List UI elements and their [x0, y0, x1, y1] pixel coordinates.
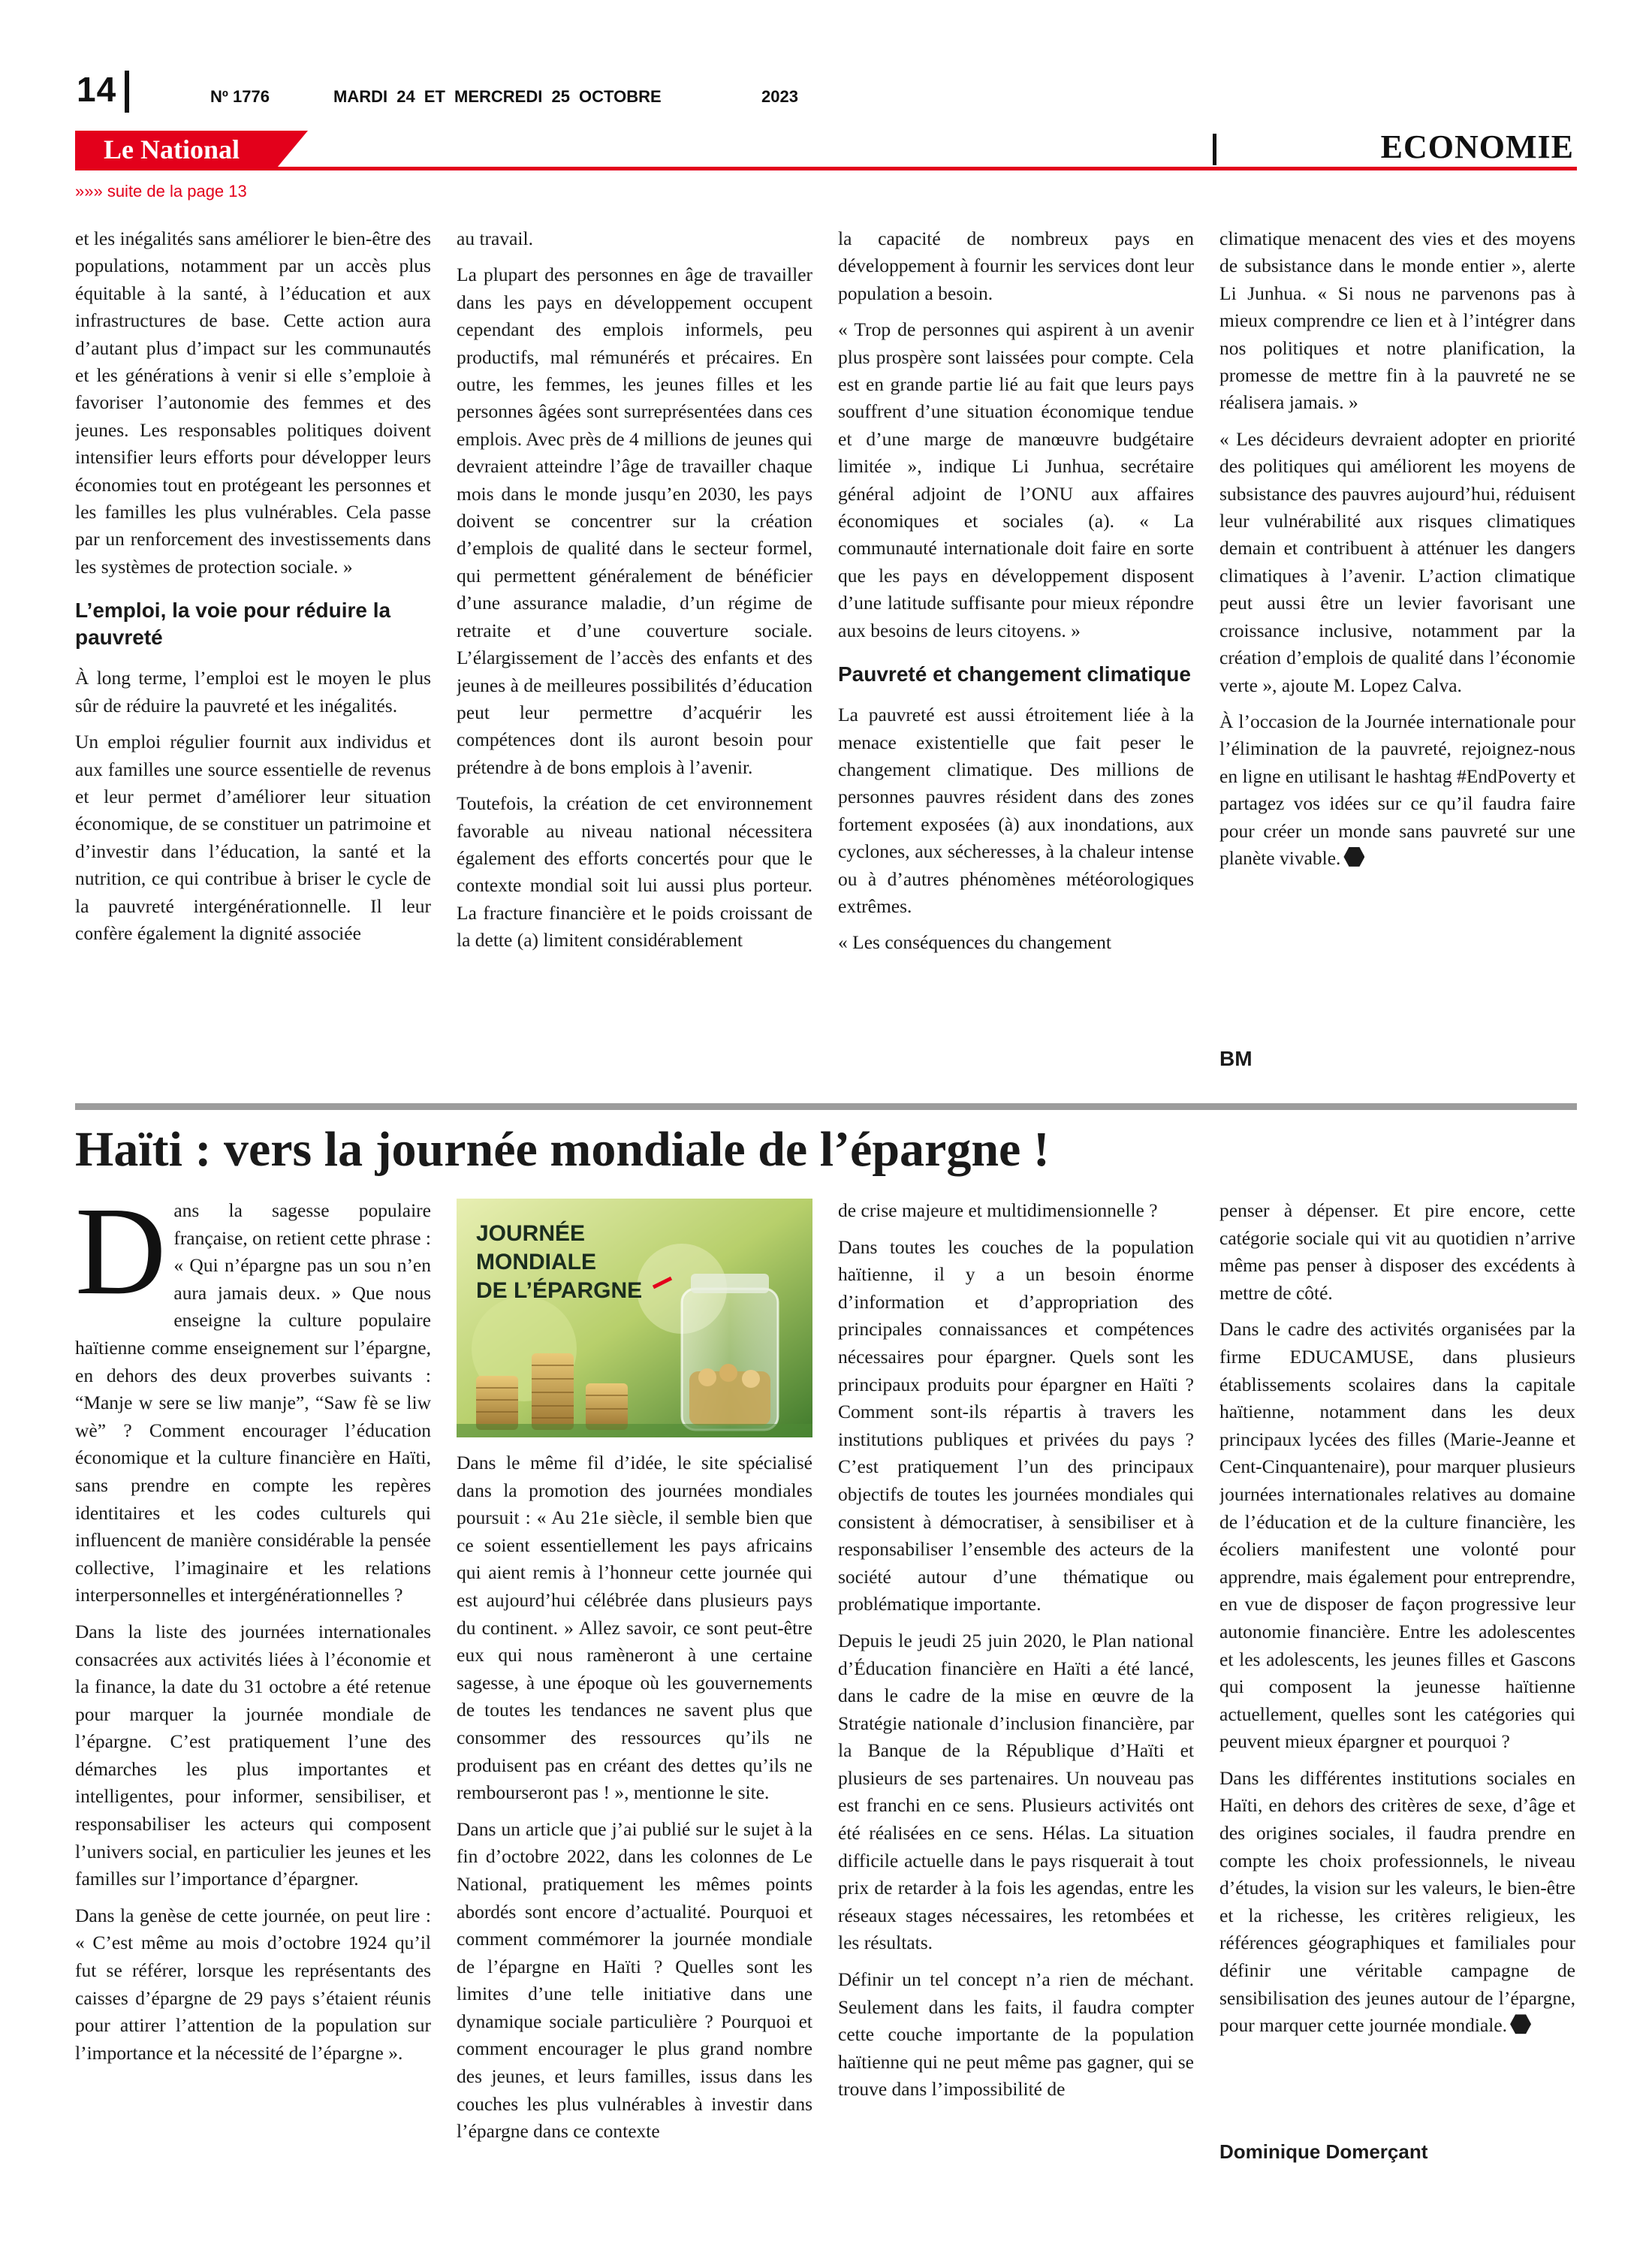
drop-cap: D: [75, 1197, 167, 1321]
paragraph: la capacité de nombreux pays en développement à fournir les services dont leur population a besoin.: [838, 228, 1194, 304]
paragraph: au travail.: [457, 228, 533, 249]
issue-date: MARDI 24 ET MERCREDI 25 OCTOBRE: [333, 87, 662, 106]
paragraph: « Les conséquences du changement: [838, 931, 1111, 954]
paragraph: À long terme, l’emploi est le moyen le plus sûr de réduire la pauvreté et les inégalités.: [75, 667, 431, 716]
article1-column-4: [1219, 225, 1575, 1081]
paragraph: [1219, 708, 1575, 872]
section-divider: [1213, 134, 1216, 165]
paragraph: Dans le même fil d’idée, le site spécialisé dans la promotion des journées mondiales poursuit : « Au 21e siècle, il semble bien que ce soient essentiellement les pays africains qui aient remis à l’honneur cette journée qui est aujourd’hui célébrée dans plusieurs pays du continent. » Allez savoir, ce sont peut-être eux qui nous ramèneront à une certaine sagesse, à une époque où les gouvernements de toutes les tendances ne savent plus que consommer des ressources qu’ils ne produisent pas en créant des dettes qu’ils ne rembourseront pas ! », mentionne le site.: [457, 1452, 812, 1804]
image-label-line-2: MONDIALE: [476, 1250, 596, 1274]
header-rule: [75, 167, 1577, 170]
continued-from: »»» suite de la page 13: [75, 182, 247, 201]
article2-signature: Dominique Domerçant: [1219, 2140, 1428, 2163]
subheading: Pauvreté et changement climatique: [838, 662, 1191, 686]
paragraph: [75, 1197, 431, 1609]
paragraph: Dans la genèse de cette journée, on peut lire : « C’est même au mois d’octobre 1924 qu’il fut se référer, lorsque les représentants des caisses d’épargne de 29 pays s’étaient réunis pour attirer l’attention de la population sur l’importance et la nécessité de l’épargne ».: [75, 1904, 431, 2064]
article2-column-2: [457, 1449, 812, 2223]
section-title: ECONOMIE: [1380, 128, 1574, 165]
article-divider: [75, 1103, 1577, 1110]
article2-column-1: [75, 1197, 431, 2218]
paragraph-text: Dans les différentes institutions sociales en Haïti, en dehors des critères de sexe, d’âge et des origines sociales, il faudra prendre en compte les choix professionnels, le niveau d’études, la vision sur les valeurs, le bien-être et la richesse, les critères religieux, les références géographiques et familiales pour définir une véritable campagne de sensibilisation des jeunes autour de l’épargne, pour marquer cette journée mondiale.: [1219, 1766, 1575, 2037]
paragraph: Un emploi régulier fournit aux individus et aux familles une source essentielle de revenus et leur permet d’améliorer leur situation économique, de se constituer un patrimoine et d’investir dans l’éducation, la santé et la nutrition, ce qui contribue à briser le cycle de la pauvreté intergénérationnelle. Il leur confère également la dignité associée: [75, 731, 431, 944]
end-mark-icon: [1343, 846, 1364, 867]
paragraph-text: À l’occasion de la Journée internationale pour l’élimination de la pauvreté, rejoignez-nous en ligne en utilisant le hashtag #EndPoverty et partagez vos idées sur ce qu’il faudra faire pour créer un monde sans pauvreté sur une planète vivable.: [1219, 710, 1575, 869]
savings-day-illustration: [457, 1199, 812, 1437]
issue-number: Nº 1776: [210, 87, 270, 106]
paragraph-text: ans la sagesse populaire française, on retient cette phrase : « Qui n’épargne pas un sou n’en aura jamais deux. » Que nous enseigne la culture populaire haïtienne comme enseignement sur l’épargne, en dehors des deux proverbes suivants : “Manje w sere se liw manje”, “Saw fè se liw wè” ? Comment encourager l’éducation économique et la culture financière en Haïti, sans prendre en compte les repères identitaires et les codes culturels qui influencent de manière considérable la pensée collective, l’imaginaire et les relations interpersonnelles et intergénérationnelles ?: [75, 1199, 431, 1606]
paragraph: climatique menacent des vies et des moyens de subsistance dans le monde entier », alerte Li Junhua. « Si nous ne parvenons pas à mieux comprendre ce lien et à l’intégrer dans nos politiques et notre planification, la promesse de mettre fin à la pauvreté ne se réalisera jamais. »: [1219, 228, 1575, 414]
subheading: L’emploi, la voie pour réduire la pauvreté: [75, 599, 391, 650]
paragraph: Dans un article que j’ai publié sur le sujet à la fin d’octobre 2022, dans les colonnes de Le National, pratiquement les mêmes points abordés sont encore d’actualité. Pourquoi et comment commémorer la journée mondiale de l’épargne en Haïti ? Quelles sont les limites d’une telle initiative dans une dynamique sociale particulière ? Pourquoi et comment encourager le plus grand nombre des jeunes, et leurs familles, issus dans les couches les plus vulnérables à investir dans l’épargne dans ce contexte: [457, 1817, 812, 2143]
paragraph: « Les décideurs devraient adopter en priorité des politiques qui améliorent les moyens de subsistance des pauvres aujourd’hui, réduisent leur vulnérabilité aux risques climatiques demain et contribuent à atténuer les dangers climatiques à l’avenir. L’action climatique peut aussi être un levier favorisant une croissance inclusive, notamment par la création d’emplois de qualité dans l’économie verte », ajoute M. Lopez Calva.: [1219, 427, 1575, 696]
article1-column-2: [457, 225, 812, 1081]
article2-column-4: [1219, 1197, 1575, 2218]
article2-headline: Haïti : vers la journée mondiale de l’épargne !: [75, 1122, 1050, 1177]
image-label-line-3: DE L’ÉPARGNE: [476, 1278, 643, 1303]
paragraph: « Trop de personnes qui aspirent à un avenir plus prospère sont laissées pour compte. Cela est en grande partie lié au fait que leurs pays souffrent d’une situation économique tendue et d’une marge de manœuvre budgétaire limitée », indique Li Junhua, secrétaire général adjoint de l’ONU aux affaires économiques et sociales (a). « La communauté internationale doit faire en sorte que les pays en développement disposent d’une latitude suffisante pour mieux répondre aux besoins de leurs citoyens. »: [838, 318, 1194, 641]
paragraph: La pauvreté est aussi étroitement liée à la menace existentielle que fait peser le changement climatique. Des millions de personnes pauvres résident dans des zones fortement exposées (à) aux inondations, aux cyclones, aux sécheresses, à la chaleur intense ou à d’autres phénomènes météorologiques extrêmes.: [838, 704, 1194, 917]
paragraph: et les inégalités sans améliorer le bien-être des populations, notamment par un accès plus équitable à la santé, à l’éducation et aux infrastructures de base. Cette action aura d’autant plus d’impact sur les communautés et les générations à venir si elle s’emploie à favoriser l’autonomie des femmes et des jeunes. Les responsables politiques doivent intensifier leurs efforts pour développer leurs économies tout en protégeant les personnes et les familles les plus vulnérables. Cela passe par un renforcement des investissements dans les systèmes de protection sociale. »: [75, 228, 431, 578]
brand-logo: Le National: [104, 134, 240, 164]
paragraph: La plupart des personnes en âge de travailler dans les pays en développement occupent cependant des emplois informels, peu productifs, mal rémunérés et précaires. En outre, les femmes, les jeunes filles et les personnes âgées sont surreprésentées dans ces emplois. Avec près de 4 millions de jeunes qui devraient atteindre l’âge de travailler chaque mois dans le monde jusqu’en 2030, les pays doivent se concentrer sur la création d’emplois de qualité dans le secteur formel, qui permettent généralement de bénéficier d’une assurance maladie, d’un régime de retraite et d’une couverture sociale. L’élargissement de l’accès des enfants et des jeunes à de meilleures possibilités d’éducation peut leur permettre d’acquérir les compétences dont ils auront besoin pour prétendre à de bons emplois à l’avenir.: [457, 264, 812, 778]
paragraph: Dans le cadre des activités organisées par la firme EDUCAMUSE, dans plusieurs établissements scolaires dans la capitale haïtienne, notamment dans les deux principaux lycées des filles (Marie-Jeanne et Cent-Cinquantenaire), pour marquer plusieurs journées internationales relatives au domaine de l’éducation et de la culture financière, les écoliers manifestent une volonté pour apprendre, mais également pour entreprendre, en vue de disposer de façon progressive leur autonomie financière. Entre les adolescentes et les adolescents, les jeunes filles et Gascons qui composent la jeunesse haïtienne actuellement, quelles sont les catégories qui peuvent mieux épargner et pourquoi ?: [1219, 1318, 1575, 1753]
article1-column-1: [75, 225, 431, 1081]
paragraph: Depuis le jeudi 25 juin 2020, le Plan national d’Éducation financière en Haïti a été lancé, dans le cadre de la mise en œuvre de la Stratégie nationale d’inclusion financière, par la Banque de la République d’Haïti et plusieurs de ses partenaires. Un nouveau pas est franchi en ce sens. Plusieurs activités ont été réalisées en ce sens. Hélas. La situation difficile actuelle dans le pays risquerait à tout prix de retarder à la fois les agendas, entre les réseaux stages nécessaires, les retombées et les résultats.: [838, 1629, 1194, 1954]
paragraph: [1219, 1765, 1575, 2040]
image-label-line-1: JOURNÉE: [476, 1221, 586, 1246]
issue-year: 2023: [761, 87, 798, 106]
paragraph: penser à dépenser. Et pire encore, cette catégorie sociale qui vit au quotidien n’arrive même pas penser à disposer des excédents à mettre de côté.: [1219, 1199, 1575, 1304]
paragraph: Définir un tel concept n’a rien de méchant. Seulement dans les faits, il faudra compter cette couche importante de la population haïtienne qui ne peut même pas gagner, qui se trouve dans l’impossibilité de: [838, 1968, 1194, 2101]
end-mark-icon: [1510, 2013, 1531, 2034]
article1-signature: BM: [1219, 1047, 1253, 1070]
page-number: 14: [77, 70, 117, 109]
article2-column-3: [838, 1197, 1194, 2218]
paragraph: Dans la liste des journées internationales consacrées aux activités liées à l’économie et la finance, la date du 31 octobre a été retenue pour marquer la journée mondiale de l’épargne. C’est pratiquement l’une des démarches les plus importantes et intelligentes, pour informer, sensibiliser, et responsabiliser les acteurs qui composent l’univers social, en particulier les jeunes et les familles sur l’importance d’épargner.: [75, 1620, 431, 1890]
paragraph: Toutefois, la création de cet environnement favorable au niveau national nécessitera également des efforts concertés pour que le contexte mondial soit lui aussi plus porteur. La fracture financière et le poids croissant de la dette (a) limitent considérablement: [457, 792, 812, 952]
article1-column-3: [838, 225, 1194, 1081]
paragraph: Dans toutes les couches de la population haïtienne, il y a un besoin énorme d’information et d’appropriation des principales connaissances et compétences nécessaires pour épargner. Quels sont les principaux produits pour épargner en Haïti ? Comment sont-ils répartis à travers les institutions publiques et privées du pays ? C’est pratiquement l’un des principaux objectifs de toutes les journées mondiales qui consistent à démocratiser, à sensibiliser et à responsabiliser l’ensemble des acteurs de la société autour d’une thématique ou problématique importante.: [838, 1235, 1194, 1615]
paragraph: de crise majeure et multidimensionnelle ?: [838, 1199, 1158, 1221]
page-number-divider: [125, 71, 129, 113]
